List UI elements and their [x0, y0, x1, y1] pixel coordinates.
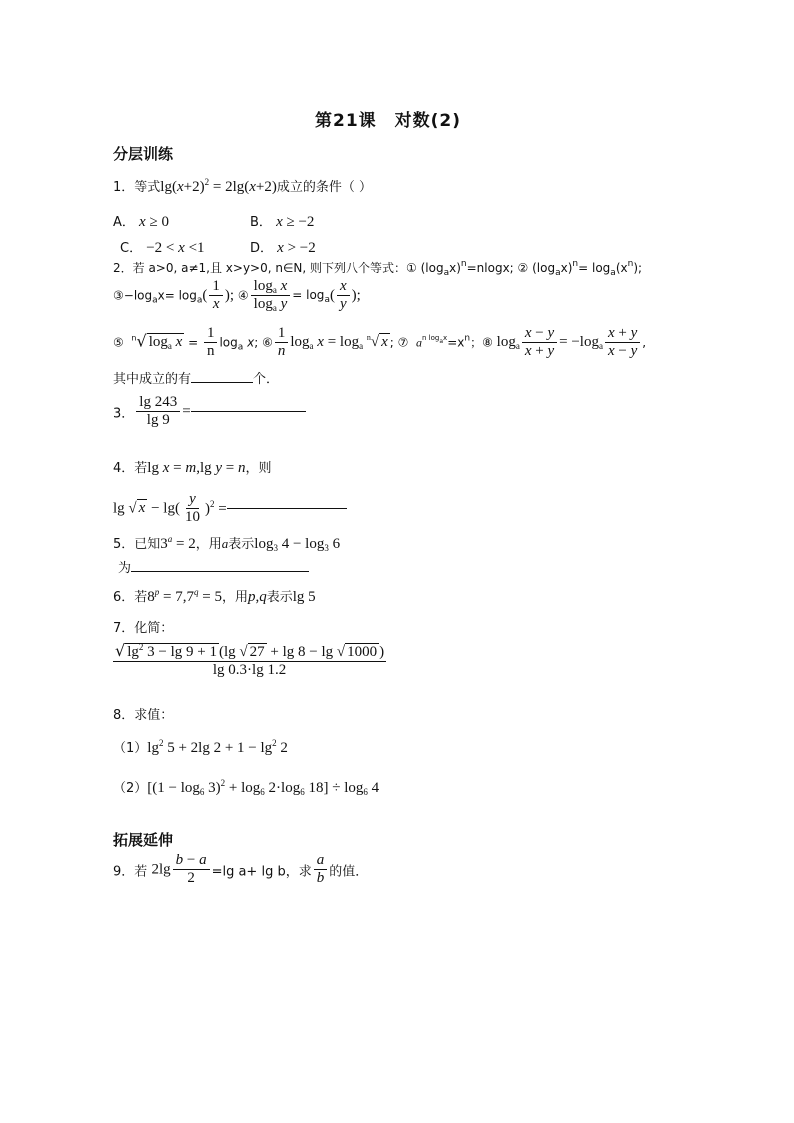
- question-4-expression: lg √ x − lg( $\frac{y}{10}$ )$^2$ =: [113, 491, 347, 527]
- question-8-part-1: $(1)\lg^2$ 5 + 2lg $2 + 1 - \lg^2 2$: [113, 738, 288, 756]
- answer-blank[interactable]: [191, 382, 253, 383]
- question-9: 9．若 2lg $\frac{b - a}{2}$ =lg a+ lg b，求 $\frac{a}{b}$ 的值．: [113, 852, 369, 887]
- q1-option-b: B． x ≥ −2: [250, 214, 315, 230]
- question-4: 4．若lg x = m,lg y = n，则: [113, 460, 272, 476]
- question-3: 3． $\frac{\lg 243}{\lg 9}$ =: [113, 394, 306, 430]
- q1-option-a: A． x ≥ 0: [113, 214, 169, 230]
- answer-blank[interactable]: [191, 411, 306, 412]
- q1-option-c: C． −2 < x <1: [120, 240, 205, 256]
- q1-equation: $\lg(x+2)^2 = 2\lg(x+2)$: [160, 177, 277, 195]
- answer-blank[interactable]: [131, 571, 309, 572]
- question-2-line-3: ⑤ $^n$√ $\log_a x$ = $\frac{1}{n}$ $\log_a x$; ⑥ $\frac{1}{n}$ $\log_a x = \log_a ^n√$ x ; ⑦ $a^{n log_ax}=x^n$；⑧ $\log_a$ $\frac{x - y}{x + y}$ = $-\log_a$ $\frac{x + y}{x - y}$ ,: [113, 325, 647, 360]
- section-heading-extension: 拓展延伸: [113, 831, 174, 849]
- question-2-line-2: $③-\log_ax= \log_a$( $\frac{1}{x}$ ); ④ $\frac{\log_a x}{\log_a y}$ = $\log_a$( $\frac{x}{y}$ );: [113, 278, 361, 314]
- question-8: 8．求值：: [113, 708, 174, 723]
- question-1: 1．等式$\lg(x+2)^2 = 2\lg(x+2)$成立的条件（ ）: [113, 177, 373, 195]
- q1-option-d: D． x > −2: [250, 240, 316, 256]
- question-2-line-1: 2．若 a>0, a≠1,且 x>y>0, n∈N, 则下列八个等式：① $(\log_ax)^n=nlogx$; ② $(\log_ax)^n= \log_a(x^n)$;: [113, 259, 643, 278]
- question-7: 7．化简：: [113, 621, 174, 636]
- question-5: 5．已知$3^a = 2$，用a表示$\log_3 4 - \log_3 6$: [113, 534, 341, 553]
- question-5-line-2: 为: [118, 557, 309, 576]
- question-7-fraction: $\frac{√ \lg^2 3 - \lg 9 + 1 (\lg √ 27 + \lg 8 - \lg √ 1000 )}{\lg 0.3\cdot\lg 1.2}$: [115, 641, 385, 679]
- answer-blank[interactable]: [227, 508, 347, 509]
- page-title: 第21课 对数(2): [315, 111, 462, 131]
- question-8-part-2: $(2)[(1 - \log_6 3)^2 + \log_6 2\cdot\log_6$ $18] \div \log_6 4$: [113, 778, 380, 797]
- question-6: 6．若$8^p = 7,7^q = 5$，用p,q表示lg 5: [113, 587, 316, 605]
- question-2-answer-line: 其中成立的有 个．: [113, 372, 280, 387]
- section-heading-basic: 分层训练: [113, 145, 174, 163]
